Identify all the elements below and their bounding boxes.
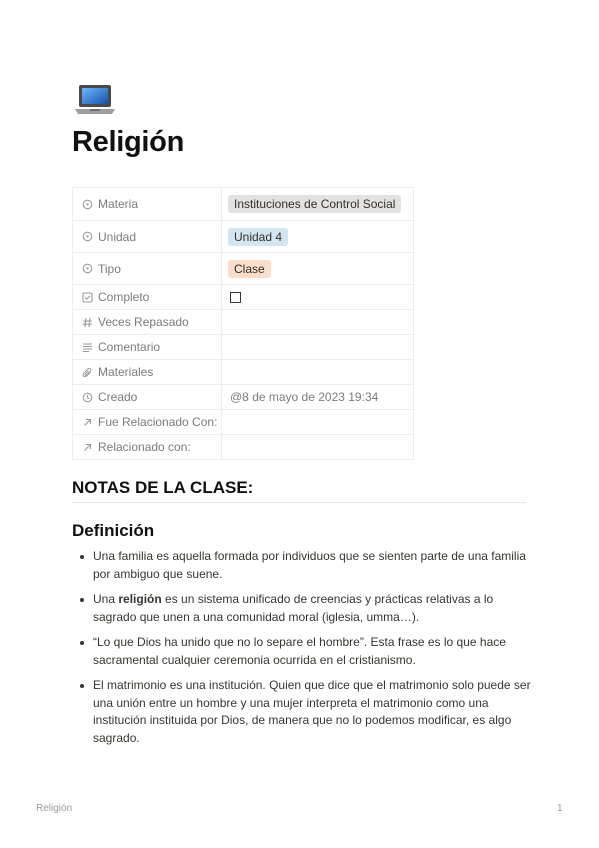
property-name-cell	[73, 410, 222, 435]
property-label: Comentario	[98, 340, 161, 354]
property-row	[73, 385, 414, 410]
property-value-cell[interactable]	[222, 335, 414, 360]
property-name-cell	[73, 221, 222, 253]
property-value-cell[interactable]	[222, 285, 414, 310]
number-icon	[81, 316, 93, 328]
properties-table	[72, 187, 414, 460]
bold-term: religión	[118, 592, 162, 606]
property-value-cell[interactable]	[222, 221, 414, 253]
property-label: Materiales	[98, 365, 154, 379]
relation-icon	[81, 416, 93, 428]
page-number: 1	[557, 803, 563, 814]
select-icon	[81, 198, 93, 210]
footer-title: Religión	[36, 803, 73, 814]
property-row	[73, 188, 414, 221]
attachment-icon	[81, 366, 93, 378]
notes-heading: NOTAS DE LA CLASE:	[72, 478, 254, 497]
list-item	[72, 634, 532, 669]
property-label: Unidad	[98, 229, 137, 244]
bullet-list	[72, 548, 532, 755]
list-item	[72, 677, 532, 747]
list-item	[72, 591, 532, 626]
laptop-icon	[74, 82, 116, 118]
completo-checkbox[interactable]	[230, 292, 241, 303]
property-tag[interactable]: Instituciones de Control Social	[228, 195, 401, 213]
property-name-cell	[73, 188, 222, 221]
bullet-text: El matrimonio es una institución. Quien que dice que el matrimonio solo puede ser una unión entre un hombre y una mujer interpreta el matrimonio como una institución instituida por Dios, de manera que no lo podemos modificar, es algo sagrado.	[93, 678, 531, 745]
property-label: Completo	[98, 290, 150, 304]
clock-icon	[81, 391, 93, 403]
property-name-cell	[73, 335, 222, 360]
select-icon	[81, 231, 93, 243]
property-row	[73, 310, 414, 335]
property-value-cell[interactable]	[222, 360, 414, 385]
divider	[72, 502, 526, 503]
page-title: Religión	[72, 126, 184, 158]
property-label: Veces Repasado	[98, 315, 189, 329]
bullet-text: Una	[93, 592, 119, 606]
property-name-cell	[73, 310, 222, 335]
definition-heading: Definición	[72, 521, 155, 540]
property-value-cell[interactable]	[222, 385, 414, 410]
property-value-cell[interactable]	[222, 188, 414, 221]
property-name-cell	[73, 435, 222, 460]
bullet-text: Una familia es aquella formada por individuos que se sienten parte de una familia por ambiguo que suene.	[93, 549, 526, 581]
bullet-text: “Lo que Dios ha unido que no lo separe el hombre”. Esta frase es lo que hace sacramental cualquier ceremonia ocurrida en el cristianismo.	[93, 635, 506, 667]
property-row	[73, 435, 414, 460]
text-icon	[81, 341, 93, 353]
created-date: @8 de mayo de 2023 19:34	[230, 390, 379, 404]
property-row	[73, 221, 414, 253]
property-value-cell[interactable]	[222, 253, 414, 285]
property-row	[73, 335, 414, 360]
relation-icon	[81, 441, 93, 453]
property-row	[73, 410, 414, 435]
list-item	[72, 548, 532, 583]
property-value-cell[interactable]	[222, 310, 414, 335]
property-row	[73, 360, 414, 385]
select-icon	[81, 263, 93, 275]
property-label: Creado	[98, 390, 138, 404]
property-value-cell[interactable]	[222, 435, 414, 460]
property-label: Fue Relacionado Con:	[98, 415, 218, 429]
property-tag[interactable]: Unidad 4	[228, 228, 288, 246]
property-row	[73, 253, 414, 285]
property-row	[73, 285, 414, 310]
property-name-cell	[73, 385, 222, 410]
bullet-text: es un sistema unificado de creencias y prácticas relativas a lo sagrado que unen a una comunidad moral (iglesia, umma…).	[93, 592, 494, 624]
checkbox-icon	[81, 291, 93, 303]
property-name-cell	[73, 253, 222, 285]
property-tag[interactable]: Clase	[228, 260, 271, 278]
property-label: Materia	[98, 197, 139, 211]
property-label: Tipo	[98, 261, 121, 276]
property-name-cell	[73, 360, 222, 385]
property-label: Relacionado con:	[98, 440, 191, 454]
property-name-cell	[73, 285, 222, 310]
property-value-cell[interactable]	[222, 410, 414, 435]
